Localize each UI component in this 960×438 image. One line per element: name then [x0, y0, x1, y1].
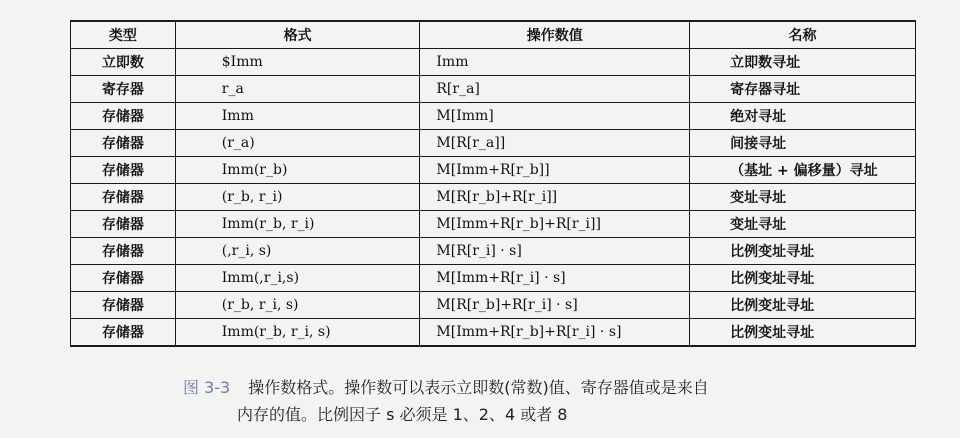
- cell-operand-value: M[R[r_a]]: [420, 130, 690, 157]
- table-row: [71, 184, 916, 211]
- header-value: 操作数值: [420, 21, 690, 49]
- cell-operand-value: M[R[r_b]+R[r_i]]: [420, 184, 690, 211]
- cell-addressing-name: 比例变址寻址: [690, 265, 916, 292]
- caption-text-2: 内存的值。比例因子 s 必须是 1、2、4 或者 8: [237, 405, 568, 424]
- cell-operand-value: M[R[r_b]+R[r_i] · s]: [420, 292, 690, 319]
- cell-type: 存储器: [71, 103, 176, 130]
- cell-addressing-name: 寄存器寻址: [690, 76, 916, 103]
- cell-addressing-name: 立即数寻址: [690, 49, 916, 76]
- table-row: [71, 211, 916, 238]
- figure-caption: [183, 374, 843, 428]
- cell-operand-value: R[r_a]: [420, 76, 690, 103]
- cell-operand-value: M[Imm+R[r_b]+R[r_i] · s]: [420, 319, 690, 347]
- cell-addressing-name: （基址 + 偏移量）寻址: [690, 157, 916, 184]
- header-format: 格式: [175, 21, 420, 49]
- cell-addressing-name: 间接寻址: [690, 130, 916, 157]
- cell-format: (r_a): [175, 130, 420, 157]
- figure-label: 图 3-3: [183, 378, 231, 397]
- cell-operand-value: M[Imm+R[r_b]+R[r_i]]: [420, 211, 690, 238]
- cell-addressing-name: 绝对寻址: [690, 103, 916, 130]
- cell-operand-value: M[Imm+R[r_i] · s]: [420, 265, 690, 292]
- cell-format: Imm(r_b, r_i): [175, 211, 420, 238]
- cell-type: 存储器: [71, 184, 176, 211]
- header-name: 名称: [690, 21, 916, 49]
- cell-type: 存储器: [71, 238, 176, 265]
- cell-type: 存储器: [71, 319, 176, 347]
- cell-operand-value: M[Imm+R[r_b]]: [420, 157, 690, 184]
- cell-operand-value: M[R[r_i] · s]: [420, 238, 690, 265]
- cell-type: 存储器: [71, 265, 176, 292]
- table-row: [71, 49, 916, 76]
- table-body: [71, 49, 916, 347]
- cell-format: (r_b, r_i): [175, 184, 420, 211]
- table-row: [71, 130, 916, 157]
- cell-type: 寄存器: [71, 76, 176, 103]
- cell-format: (r_b, r_i, s): [175, 292, 420, 319]
- cell-addressing-name: 比例变址寻址: [690, 319, 916, 347]
- cell-format: Imm(r_b, r_i, s): [175, 319, 420, 347]
- table-row: [71, 292, 916, 319]
- caption-line-1: [183, 374, 843, 401]
- cell-addressing-name: 变址寻址: [690, 184, 916, 211]
- cell-type: 存储器: [71, 130, 176, 157]
- table-row: [71, 265, 916, 292]
- cell-type: 立即数: [71, 49, 176, 76]
- caption-text-1: 操作数格式。操作数可以表示立即数(常数)值、寄存器值或是来自: [248, 378, 709, 397]
- cell-format: $Imm: [175, 49, 420, 76]
- table-row: [71, 157, 916, 184]
- cell-format: r_a: [175, 76, 420, 103]
- cell-addressing-name: 比例变址寻址: [690, 238, 916, 265]
- table-row: [71, 238, 916, 265]
- caption-line-2: [183, 401, 843, 428]
- cell-addressing-name: 比例变址寻址: [690, 292, 916, 319]
- table-row: [71, 103, 916, 130]
- cell-type: 存储器: [71, 157, 176, 184]
- cell-operand-value: M[Imm]: [420, 103, 690, 130]
- cell-format: (,r_i, s): [175, 238, 420, 265]
- operand-format-table: [70, 20, 916, 347]
- cell-format: Imm(r_b): [175, 157, 420, 184]
- table-row: [71, 319, 916, 347]
- cell-type: 存储器: [71, 211, 176, 238]
- table-header-row: [71, 21, 916, 49]
- cell-format: Imm(,r_i,s): [175, 265, 420, 292]
- cell-format: Imm: [175, 103, 420, 130]
- cell-addressing-name: 变址寻址: [690, 211, 916, 238]
- table-row: [71, 76, 916, 103]
- cell-operand-value: Imm: [420, 49, 690, 76]
- header-type: 类型: [71, 21, 176, 49]
- cell-type: 存储器: [71, 292, 176, 319]
